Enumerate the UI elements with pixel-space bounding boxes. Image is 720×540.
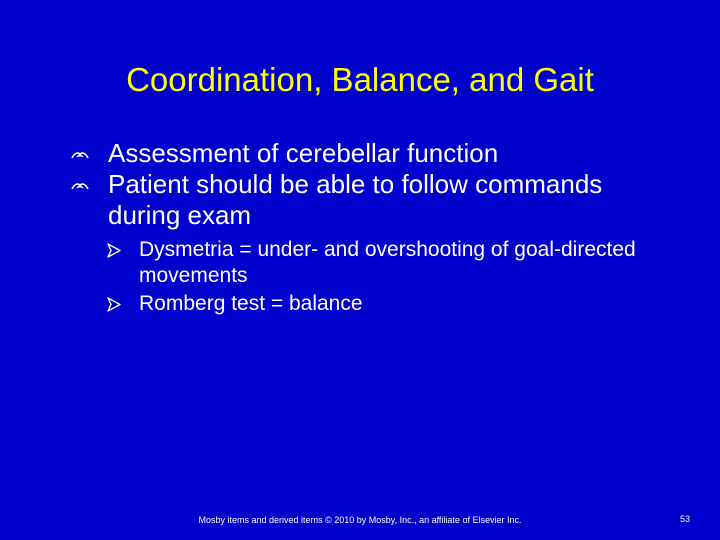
sub-bullet-text: Romberg test = balance <box>139 292 363 315</box>
slide-title: Coordination, Balance, and Gait <box>126 61 594 98</box>
fancy-bullet-icon <box>70 149 90 161</box>
page-number: 53 <box>679 514 690 524</box>
sub-bullet-text: Dysmetria = under- and overshooting of goal-directed movements <box>139 238 636 287</box>
sub-bullet-item <box>0 237 639 289</box>
sub-bullet-list <box>0 237 720 319</box>
fancy-bullet-icon <box>70 180 90 192</box>
sub-bullet-item <box>0 291 639 317</box>
bullet-list <box>0 138 720 231</box>
arrow-bullet-icon <box>106 243 122 258</box>
footer-copyright: Mosby items and derived items © 2010 by Mosby, Inc., an affiliate of Elsevier Inc. <box>198 515 522 525</box>
arrow-bullet-icon <box>106 297 122 312</box>
bullet-text: Assessment of cerebellar function <box>108 138 499 168</box>
bullet-item <box>0 169 668 231</box>
bullet-item <box>0 138 668 169</box>
bullet-text: Patient should be able to follow commands during exam <box>108 169 603 230</box>
